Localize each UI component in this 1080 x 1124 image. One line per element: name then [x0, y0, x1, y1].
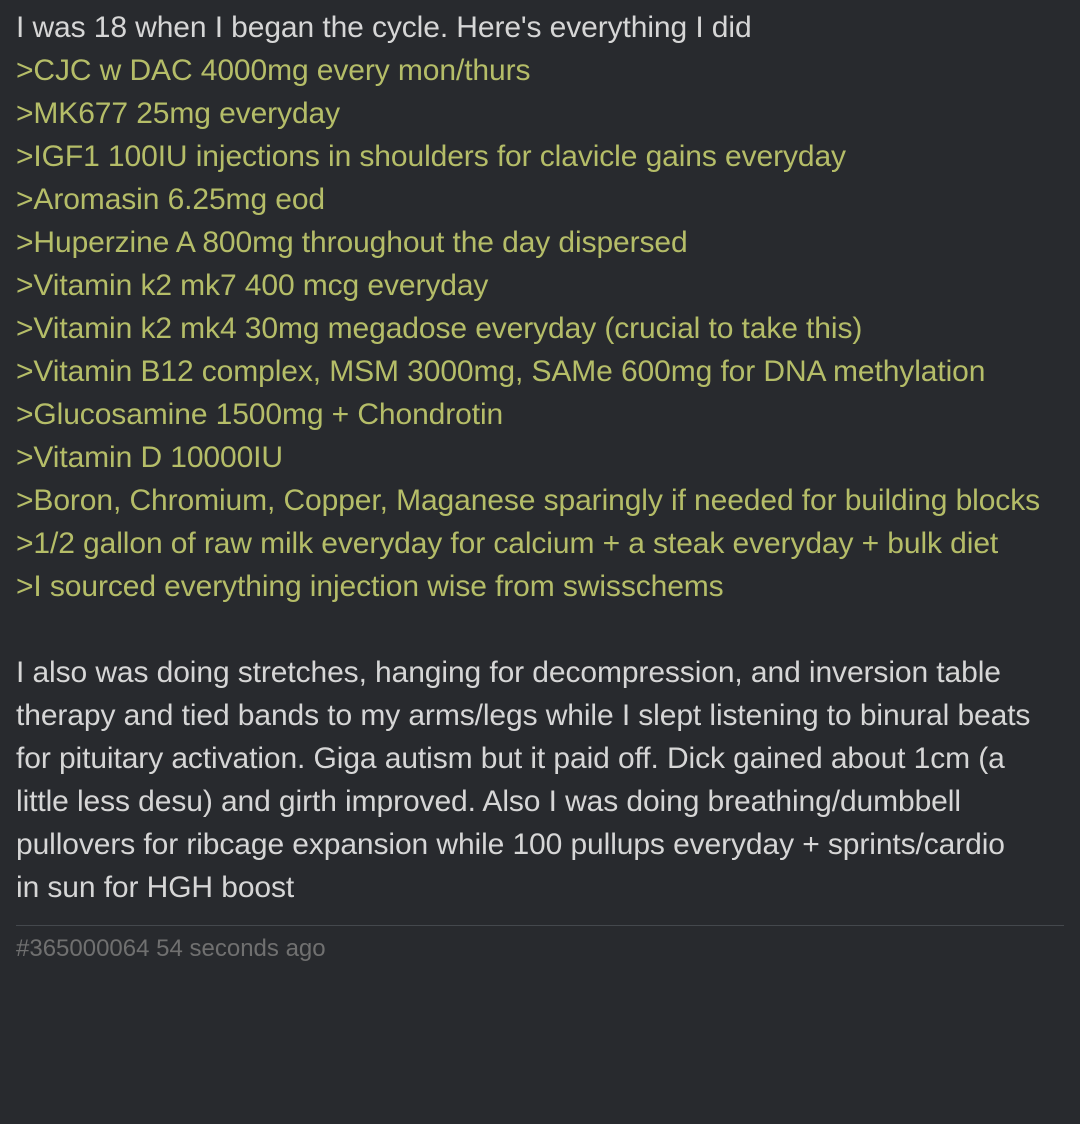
quote-line: >I sourced everything injection wise from swisschems: [16, 570, 724, 603]
post-intro-line: I was 18 when I began the cycle. Here's everything I did: [16, 11, 752, 44]
quote-line: >IGF1 100IU injections in shoulders for clavicle gains everyday: [16, 140, 846, 173]
quote-line: >Vitamin B12 complex, MSM 3000mg, SAMe 600mg for DNA methylation: [16, 355, 986, 388]
quote-line: >1/2 gallon of raw milk everyday for calcium + a steak everyday + bulk diet: [16, 527, 999, 560]
quote-line: >Vitamin k2 mk4 30mg megadose everyday (crucial to take this): [16, 312, 863, 345]
quote-line: >MK677 25mg everyday: [16, 97, 341, 130]
post-closing-paragraph: I also was doing stretches, hanging for decompression, and inversion table therapy and tied bands to my arms/legs while I slept listening to binural beats for pituitary activation. Giga autism but it paid off. Dick gained about 1cm (a little less desu) and girth improved. Also I was doing breathing/dumbbell pullovers for ribcage expansion while 100 pullups everyday + sprints/cardio in sun for HGH boost: [16, 656, 1039, 904]
quote-line: >Vitamin D 10000IU: [16, 441, 283, 474]
quote-line: >Huperzine A 800mg throughout the day dispersed: [16, 226, 688, 259]
post-footer-meta: #365000064 54 seconds ago: [16, 935, 326, 962]
paragraph-spacer: [16, 608, 1064, 651]
quote-line: >Aromasin 6.25mg eod: [16, 183, 326, 216]
quote-line: >Boron, Chromium, Copper, Maganese sparingly if needed for building blocks: [16, 484, 1041, 517]
quote-line: >CJC w DAC 4000mg every mon/thurs: [16, 54, 531, 87]
quote-line: >Glucosamine 1500mg + Chondrotin: [16, 398, 504, 431]
quote-line: >Vitamin k2 mk7 400 mcg everyday: [16, 269, 489, 302]
